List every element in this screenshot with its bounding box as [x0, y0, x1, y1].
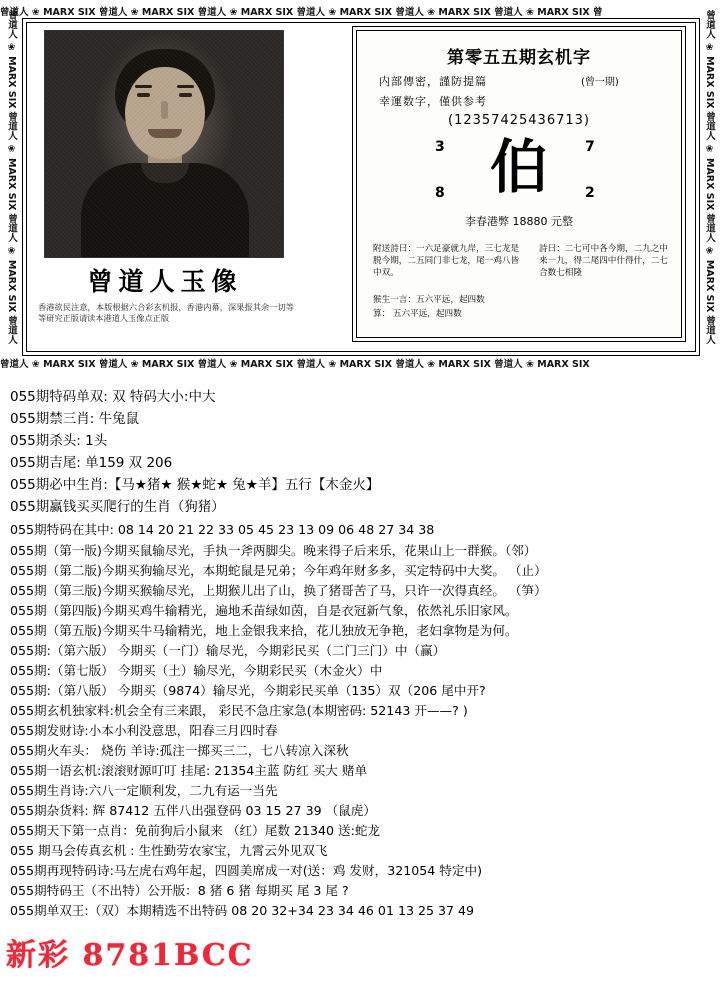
content-line: 055期玄机独家料:机会全有三来跟， 彩民不急庄家急(本期密码: 52143 开——? ): [10, 702, 468, 718]
content-lines: [0, 386, 720, 920]
card-footnote-2: 算： 五六平远，起四数: [373, 309, 462, 319]
portrait-panel: [32, 26, 298, 346]
content-line: 055期火车头： 烧伤 羊诗:孤注一掷买三二，七八转凉入深秋: [10, 742, 349, 758]
portrait-photo: [44, 30, 284, 258]
content-line: 055期:（第八版） 今期买（9874）输尽光，今期彩民买单（135）双（206 尾中开?: [10, 682, 486, 698]
card-big-character: 伯: [489, 133, 548, 201]
content-line: 055期必中生肖:【马★猪★ 猴★蛇★ 兔★羊】五行【木金火】: [10, 476, 380, 493]
card-lucky-digits: (12357425436713): [448, 113, 590, 128]
portrait-title: 曾道人玉像: [87, 267, 243, 296]
card-corner-bottom-left: 8: [435, 185, 445, 201]
card-subtitle-1: 内部傳密，謹防提篇: [379, 75, 487, 88]
portrait-grain: [45, 31, 283, 257]
card-footnote-1: 猴生一言：五六平远，起四数: [373, 295, 485, 305]
marquee-top: 曾道人 ❀ MARX SIX 曾道人 ❀ MARX SIX 曾道人 ❀ MARX SIX 曾道人 ❀ MARX SIX 曾道人 ❀ MARX SIX 曾道人 ❀ MARX SIX 曾: [0, 7, 603, 18]
card-corner-bottom-right: 2: [585, 185, 595, 201]
oracle-card: [352, 26, 686, 342]
content-line: 055期生肖诗:六八一定顺利发，二九有运一当先: [10, 782, 278, 798]
content-line: 055 期马会传真玄机 : 生性勤劳农家宝，九霄云外见双飞: [10, 842, 328, 858]
content-line: 055期特码王（不出特）公开版：8 猪 6 猪 每期买 尾 3 尾 ?: [10, 882, 349, 898]
content-line: 055期特码单双: 双 特码大小:中大: [10, 388, 216, 405]
marquee-bottom: 曾道人 ❀ MARX SIX 曾道人 ❀ MARX SIX 曾道人 ❀ MARX SIX 曾道人 ❀ MARX SIX 曾道人 ❀ MARX SIX 曾道人 ❀ MARX SIX: [0, 359, 590, 370]
card-issue-label: (曾一期): [581, 77, 619, 88]
card-price: 李春港弊 18880 元整: [465, 215, 573, 228]
content-line: 055期再现特码诗:马左虎右鸡年起，四圆美席成一对(送：鸡 发财，321054 特定中): [10, 862, 483, 878]
marquee-left: 曾道人 ❀ MARX SIX 曾道人 ❀ MARX SIX 曾道人 ❀ MARX SIX 曾道人: [6, 10, 17, 345]
card-subtitle-2: 幸運数字，僅供参考: [379, 95, 487, 108]
portrait-disclaimer: 香港欲民注意，本版根据六合彩玄机报，香港内幕，深果报其余一切等等研究正版请读本港道人玉像点正版: [38, 302, 294, 323]
card-poem-right: 詩曰：二七可中各今期，二九之中来一九，得二尾四中什得什，二七合数七相隆: [539, 244, 668, 278]
content-line: 055期禁三肖: 牛兔鼠: [10, 410, 140, 427]
content-line: 055期单双王:（双）本期精选不出特码 08 20 32+34 23 34 46 01 13 25 37 49: [10, 902, 475, 918]
card-corner-top-left: 3: [435, 139, 445, 155]
content-line: 055期赢钱买买爬行的生肖（狗猪）: [10, 498, 225, 515]
card-corner-top-right: 7: [585, 139, 595, 155]
content-line: 055期（第四版)今期买鸡牛输精光，遍地禾苗绿如茵，自是衣冠新气象，依然礼乐旧家风。: [10, 602, 518, 618]
content-line: 055期:（第六版） 今期买（一门）输尽光，今期彩民买（二门三门）中（赢）: [10, 642, 446, 658]
banner-area: [0, 0, 720, 374]
content-line: 055期（第二版)今期买狗输尽光，本期蛇鼠是兄弟；今年鸡年财多多，买定特码中大奖。 （止）: [10, 562, 547, 578]
content-line: 055期一语玄机:滚滚财源叮叮 挂尾: 21354主蓝 防红 买大 赌单: [10, 762, 368, 778]
marquee-right: 曾道人 ❀ MARX SIX 曾道人 ❀ MARX SIX 曾道人 ❀ MARX SIX 曾道人: [704, 10, 715, 345]
card-title: 第零五五期玄机字: [447, 48, 591, 68]
content-line: 055期杂货料: 辉 87412 五伴八出强登码 03 15 27 39 （鼠虎）: [10, 802, 376, 818]
content-line: 055期天下第一点肖：免前狗后小鼠来 （红）尾数 21340 送:蛇龙: [10, 822, 381, 838]
content-line: 055期吉尾: 单159 双 206: [10, 454, 173, 471]
content-line: 055期（第五版)今期买牛马输精光，地上金银我来拾，花儿独放无争艳，老妇拿物是为何。: [10, 622, 518, 638]
content-line: 055期（第三版)今期买猴输尽光，上期猴儿出了山，换了猪哥苦了马，只许一次得真经。 （笋）: [10, 582, 547, 598]
content-line: 055期杀头: 1头: [10, 432, 108, 449]
red-watermark-stamp: 新彩 8781BCC: [6, 938, 254, 973]
content-line: 055期发财诗:小本小利没意思，阳春三月四时春: [10, 722, 278, 738]
content-line: 055期:（第七版） 今期买（土）输尽光，今期彩民买（木金火）中: [10, 662, 383, 678]
content-line: 055期特码在其中: 08 14 20 21 22 33 05 45 23 13 09 06 48 27 34 38: [10, 521, 435, 537]
card-poem-left: 附送詩曰：一六足豪就九岸，三七龙是脱今期，二五同门非七龙，尾一鸡八皆中双。: [373, 244, 520, 278]
content-line: 055期（第一版)今期买鼠输尽光，手执一斧两脚尖。晚来得子后来乐，花果山上一群猴。（邻）: [10, 542, 537, 558]
